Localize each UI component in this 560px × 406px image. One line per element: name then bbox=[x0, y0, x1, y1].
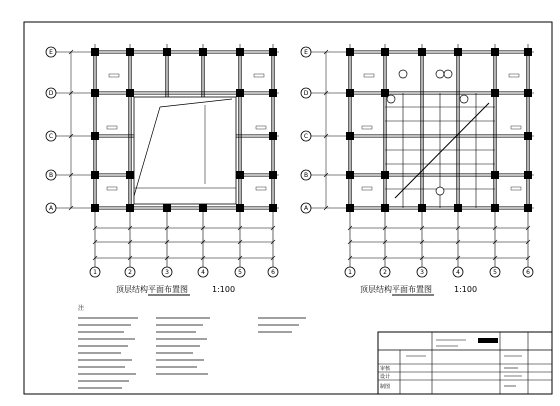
section-marker bbox=[436, 187, 444, 195]
structural-column bbox=[91, 204, 99, 212]
structural-column bbox=[346, 204, 354, 212]
beam-tag bbox=[511, 126, 521, 129]
structural-column bbox=[269, 89, 277, 97]
structural-column bbox=[524, 132, 532, 140]
structural-column bbox=[91, 132, 99, 140]
axis-label-col: 1 bbox=[348, 269, 352, 277]
axis-label-col: 2 bbox=[128, 269, 132, 277]
structural-column bbox=[163, 204, 171, 212]
beam-tag bbox=[256, 126, 266, 129]
beam-tag bbox=[254, 74, 264, 77]
axis-label-col: 6 bbox=[526, 269, 530, 277]
structural-column bbox=[524, 48, 532, 56]
structural-column bbox=[163, 48, 171, 56]
structural-column bbox=[236, 204, 244, 212]
structural-column bbox=[346, 171, 354, 179]
structural-column bbox=[491, 204, 499, 212]
right-plan-scale: 1:100 bbox=[454, 285, 478, 294]
right-plan-title: 顶层结构平面布置图 bbox=[360, 285, 432, 294]
structural-column bbox=[381, 89, 389, 97]
structural-column bbox=[346, 48, 354, 56]
structural-column bbox=[524, 89, 532, 97]
beam-tag bbox=[107, 187, 117, 190]
axis-label-col: 2 bbox=[383, 269, 387, 277]
structural-column bbox=[381, 204, 389, 212]
axis-label-col: 3 bbox=[420, 269, 424, 277]
beam-tag bbox=[362, 126, 372, 129]
beam-tag bbox=[509, 74, 519, 77]
beam-tag bbox=[511, 187, 521, 190]
left-plan-title: 顶层结构平面布置图 bbox=[116, 285, 188, 294]
axis-label-row: A bbox=[48, 205, 54, 213]
structural-column bbox=[269, 48, 277, 56]
beam-tag bbox=[107, 126, 117, 129]
structural-column bbox=[491, 48, 499, 56]
title-block-frame bbox=[378, 332, 552, 394]
section-marker bbox=[387, 95, 395, 103]
structural-column bbox=[269, 132, 277, 140]
diagonal-brace bbox=[395, 103, 489, 198]
structural-column bbox=[346, 132, 354, 140]
structural-column bbox=[91, 89, 99, 97]
axis-label-col: 5 bbox=[493, 269, 497, 277]
section-marker bbox=[399, 70, 407, 78]
structural-column bbox=[454, 48, 462, 56]
axis-label-row: E bbox=[49, 49, 53, 57]
axis-label-row: A bbox=[303, 205, 309, 213]
title-block-label-review: 审核 bbox=[380, 366, 391, 372]
title-block-logo-bar bbox=[478, 338, 498, 343]
title-block-label-design: 设计 bbox=[380, 374, 391, 380]
title-block bbox=[378, 332, 552, 394]
structural-column bbox=[236, 48, 244, 56]
general-notes bbox=[78, 304, 306, 388]
axis-label-col: 4 bbox=[201, 269, 205, 277]
axis-label-col: 4 bbox=[456, 269, 460, 277]
left-plan-scale: 1:100 bbox=[212, 285, 236, 294]
structural-column bbox=[126, 48, 134, 56]
structural-column bbox=[524, 204, 532, 212]
axis-label-row: B bbox=[48, 172, 54, 180]
structural-column bbox=[491, 89, 499, 97]
section-marker bbox=[436, 70, 444, 78]
structural-column bbox=[236, 171, 244, 179]
axis-label-col: 6 bbox=[271, 269, 275, 277]
structural-column bbox=[381, 171, 389, 179]
axis-label-row: C bbox=[303, 133, 309, 141]
structural-column bbox=[418, 204, 426, 212]
section-marker bbox=[460, 95, 468, 103]
structural-column bbox=[126, 171, 134, 179]
structural-column bbox=[126, 204, 134, 212]
title-block-label-draw: 制图 bbox=[380, 384, 391, 390]
structural-column bbox=[126, 89, 134, 97]
axis-label-col: 3 bbox=[165, 269, 169, 277]
structural-column bbox=[91, 171, 99, 179]
axis-label-row: B bbox=[303, 172, 309, 180]
axis-label-col: 1 bbox=[93, 269, 97, 277]
structural-column bbox=[199, 204, 207, 212]
axis-label-row: D bbox=[48, 90, 54, 98]
structural-column bbox=[346, 89, 354, 97]
structural-column bbox=[524, 171, 532, 179]
beam-tag bbox=[256, 187, 266, 190]
beam-tag bbox=[364, 74, 374, 77]
structural-column bbox=[91, 48, 99, 56]
left-floor-plan bbox=[46, 44, 279, 277]
right-floor-plan bbox=[301, 44, 534, 277]
axis-label-col: 5 bbox=[238, 269, 242, 277]
axis-label-row: D bbox=[303, 90, 309, 98]
notes-heading: 注 bbox=[78, 305, 85, 312]
structural-column bbox=[454, 204, 462, 212]
structural-column bbox=[418, 48, 426, 56]
axis-label-row: E bbox=[304, 49, 308, 57]
structural-column bbox=[269, 171, 277, 179]
structural-column bbox=[236, 89, 244, 97]
axis-label-row: C bbox=[48, 133, 54, 141]
structural-column bbox=[269, 204, 277, 212]
structural-column bbox=[199, 48, 207, 56]
section-marker bbox=[444, 70, 452, 78]
structural-column bbox=[491, 171, 499, 179]
structural-column bbox=[381, 48, 389, 56]
beam-tag bbox=[109, 74, 119, 77]
beam-tag bbox=[362, 187, 372, 190]
